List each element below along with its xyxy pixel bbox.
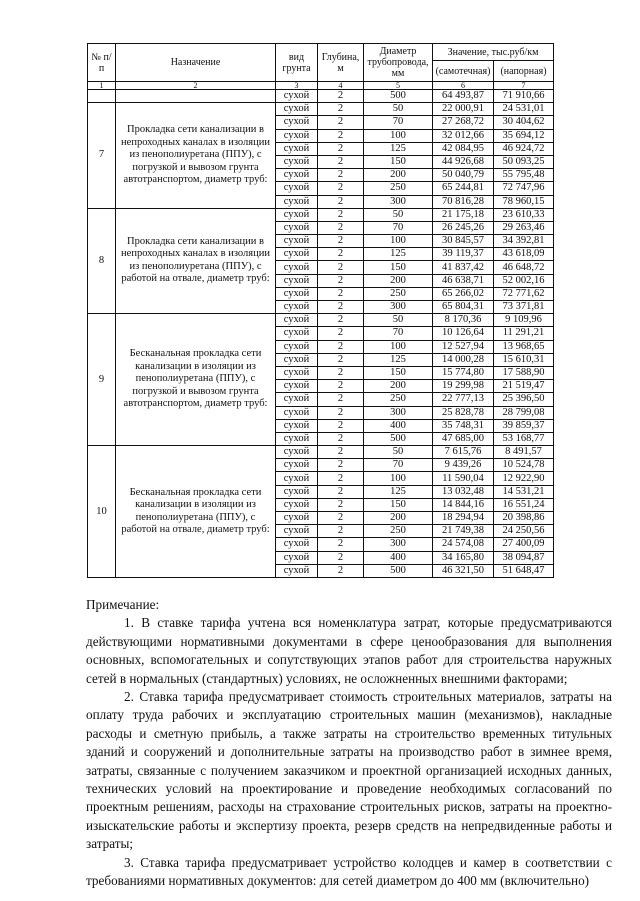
soil-cell: сухой xyxy=(276,261,318,274)
depth-cell: 2 xyxy=(318,103,364,116)
soil-cell: сухой xyxy=(276,432,318,445)
depth-cell: 2 xyxy=(318,393,364,406)
diameter-cell: 300 xyxy=(364,301,433,314)
diameter-cell: 250 xyxy=(364,393,433,406)
group-number-cell: 7 xyxy=(88,103,116,209)
pressure-value-cell: 21 519,47 xyxy=(494,380,554,393)
pressure-value-cell: 71 910,66 xyxy=(494,90,554,103)
soil-cell: сухой xyxy=(276,314,318,327)
gravity-value-cell: 39 119,37 xyxy=(433,248,494,261)
header-soil: вид грунта xyxy=(276,44,318,82)
diameter-cell: 200 xyxy=(364,169,433,182)
depth-cell: 2 xyxy=(318,485,364,498)
pressure-value-cell: 29 263,46 xyxy=(494,221,554,234)
gravity-value-cell: 46 321,50 xyxy=(433,564,494,577)
pressure-value-cell: 23 610,33 xyxy=(494,208,554,221)
pressure-value-cell: 38 094,87 xyxy=(494,551,554,564)
diameter-cell: 70 xyxy=(364,459,433,472)
soil-cell: сухой xyxy=(276,340,318,353)
depth-cell: 2 xyxy=(318,182,364,195)
header-value-group: Значение, тыс.руб/км xyxy=(433,44,554,61)
header-gravity: (самотечная) xyxy=(433,61,494,82)
pressure-value-cell: 11 291,21 xyxy=(494,327,554,340)
index-cell: 1 xyxy=(88,82,116,90)
depth-cell: 2 xyxy=(318,287,364,300)
gravity-value-cell: 32 012,66 xyxy=(433,129,494,142)
soil-cell: сухой xyxy=(276,116,318,129)
table-row xyxy=(88,90,554,103)
depth-cell: 2 xyxy=(318,419,364,432)
diameter-cell: 250 xyxy=(364,182,433,195)
diameter-cell: 150 xyxy=(364,261,433,274)
diameter-cell: 250 xyxy=(364,287,433,300)
notes xyxy=(86,596,612,891)
diameter-cell: 100 xyxy=(364,235,433,248)
soil-cell: сухой xyxy=(276,129,318,142)
depth-cell: 2 xyxy=(318,248,364,261)
gravity-value-cell: 11 590,04 xyxy=(433,472,494,485)
pressure-value-cell: 35 694,12 xyxy=(494,129,554,142)
header-diameter: Диаметр трубопровода, мм xyxy=(364,44,433,82)
diameter-cell: 50 xyxy=(364,103,433,116)
index-cell: 6 xyxy=(433,82,494,90)
gravity-value-cell: 70 816,28 xyxy=(433,195,494,208)
index-cell: 5 xyxy=(364,82,433,90)
depth-cell: 2 xyxy=(318,261,364,274)
group-purpose-cell: Бесканальная прокладка сети канализации в изоляции из пенополиуретана (ППУ), с погрузкой и вывозом грунта автотранспортом, диаметр труб: xyxy=(116,314,276,446)
soil-cell: сухой xyxy=(276,248,318,261)
gravity-value-cell: 30 845,57 xyxy=(433,235,494,248)
soil-cell: сухой xyxy=(276,208,318,221)
diameter-cell: 125 xyxy=(364,142,433,155)
depth-cell: 2 xyxy=(318,525,364,538)
index-cell: 2 xyxy=(116,82,276,90)
table-row xyxy=(88,314,554,327)
depth-cell: 2 xyxy=(318,208,364,221)
gravity-value-cell: 9 439,26 xyxy=(433,459,494,472)
diameter-cell: 500 xyxy=(364,90,433,103)
diameter-cell: 125 xyxy=(364,485,433,498)
gravity-value-cell: 7 615,76 xyxy=(433,446,494,459)
soil-cell: сухой xyxy=(276,155,318,168)
diameter-cell: 100 xyxy=(364,340,433,353)
index-cell: 4 xyxy=(318,82,364,90)
diameter-cell: 70 xyxy=(364,116,433,129)
depth-cell: 2 xyxy=(318,155,364,168)
pressure-value-cell: 24 531,01 xyxy=(494,103,554,116)
pressure-value-cell: 9 109,96 xyxy=(494,314,554,327)
pressure-value-cell: 8 491,57 xyxy=(494,446,554,459)
tariff-table xyxy=(87,43,554,578)
depth-cell: 2 xyxy=(318,498,364,511)
gravity-value-cell: 14 844,16 xyxy=(433,498,494,511)
gravity-value-cell: 65 804,31 xyxy=(433,301,494,314)
depth-cell: 2 xyxy=(318,142,364,155)
notes-title: Примечание: xyxy=(86,597,160,612)
depth-cell: 2 xyxy=(318,366,364,379)
diameter-cell: 400 xyxy=(364,419,433,432)
gravity-value-cell: 21 175,18 xyxy=(433,208,494,221)
group-purpose-cell: Бесканальная прокладка сети канализации в изоляции из пенополиуретана (ППУ), с работой на отвале, диаметр труб: xyxy=(116,446,276,578)
depth-cell: 2 xyxy=(318,459,364,472)
depth-cell: 2 xyxy=(318,221,364,234)
depth-cell: 2 xyxy=(318,327,364,340)
depth-cell: 2 xyxy=(318,314,364,327)
gravity-value-cell: 8 170,36 xyxy=(433,314,494,327)
depth-cell: 2 xyxy=(318,538,364,551)
pressure-value-cell: 17 588,90 xyxy=(494,366,554,379)
depth-cell: 2 xyxy=(318,195,364,208)
soil-cell: сухой xyxy=(276,287,318,300)
group-number-cell: 8 xyxy=(88,208,116,314)
pressure-value-cell: 14 531,21 xyxy=(494,485,554,498)
soil-cell: сухой xyxy=(276,182,318,195)
gravity-value-cell: 24 574,08 xyxy=(433,538,494,551)
soil-cell: сухой xyxy=(276,446,318,459)
gravity-value-cell: 25 828,78 xyxy=(433,406,494,419)
diameter-cell: 200 xyxy=(364,274,433,287)
gravity-value-cell: 65 266,02 xyxy=(433,287,494,300)
header-pressure: (напорная) xyxy=(494,61,554,82)
gravity-value-cell: 26 245,26 xyxy=(433,221,494,234)
soil-cell: сухой xyxy=(276,274,318,287)
depth-cell: 2 xyxy=(318,90,364,103)
pressure-value-cell: 51 648,47 xyxy=(494,564,554,577)
soil-cell: сухой xyxy=(276,195,318,208)
pressure-value-cell: 46 648,72 xyxy=(494,261,554,274)
soil-cell: сухой xyxy=(276,525,318,538)
soil-cell: сухой xyxy=(276,380,318,393)
pressure-value-cell: 52 002,16 xyxy=(494,274,554,287)
soil-cell: сухой xyxy=(276,169,318,182)
gravity-value-cell: 42 084,95 xyxy=(433,142,494,155)
pressure-value-cell: 16 551,24 xyxy=(494,498,554,511)
pressure-value-cell: 20 398,86 xyxy=(494,512,554,525)
gravity-value-cell: 22 777,13 xyxy=(433,393,494,406)
diameter-cell: 300 xyxy=(364,538,433,551)
soil-cell: сухой xyxy=(276,142,318,155)
depth-cell: 2 xyxy=(318,116,364,129)
pressure-value-cell: 10 524,78 xyxy=(494,459,554,472)
diameter-cell: 50 xyxy=(364,314,433,327)
pressure-value-cell: 34 392,81 xyxy=(494,235,554,248)
soil-cell: сухой xyxy=(276,327,318,340)
soil-cell: сухой xyxy=(276,472,318,485)
soil-cell: сухой xyxy=(276,419,318,432)
soil-cell: сухой xyxy=(276,538,318,551)
pressure-value-cell: 24 250,56 xyxy=(494,525,554,538)
diameter-cell: 125 xyxy=(364,248,433,261)
diameter-cell: 200 xyxy=(364,380,433,393)
depth-cell: 2 xyxy=(318,432,364,445)
header-purpose: Назначение xyxy=(116,44,276,82)
gravity-value-cell: 18 294,94 xyxy=(433,512,494,525)
pressure-value-cell: 43 618,09 xyxy=(494,248,554,261)
pressure-value-cell: 73 371,81 xyxy=(494,301,554,314)
gravity-value-cell: 65 244,81 xyxy=(433,182,494,195)
pressure-value-cell: 28 799,08 xyxy=(494,406,554,419)
depth-cell: 2 xyxy=(318,301,364,314)
diameter-cell: 100 xyxy=(364,129,433,142)
group-purpose-cell: Прокладка сети канализации в непроходных каналах в изоляции из пенополиуретана (ППУ), с погрузкой и вывозом грунта автотранспортом, диаметр труб: xyxy=(116,103,276,209)
pressure-value-cell: 12 922,90 xyxy=(494,472,554,485)
group-number-cell xyxy=(88,90,116,103)
diameter-cell: 250 xyxy=(364,525,433,538)
gravity-value-cell: 64 493,87 xyxy=(433,90,494,103)
diameter-cell: 70 xyxy=(364,221,433,234)
group-number-cell: 9 xyxy=(88,314,116,446)
gravity-value-cell: 44 926,68 xyxy=(433,155,494,168)
depth-cell: 2 xyxy=(318,446,364,459)
diameter-cell: 100 xyxy=(364,472,433,485)
diameter-cell: 150 xyxy=(364,155,433,168)
depth-cell: 2 xyxy=(318,380,364,393)
soil-cell: сухой xyxy=(276,459,318,472)
pressure-value-cell: 15 610,31 xyxy=(494,353,554,366)
index-cell: 3 xyxy=(276,82,318,90)
gravity-value-cell: 19 299,98 xyxy=(433,380,494,393)
gravity-value-cell: 10 126,64 xyxy=(433,327,494,340)
depth-cell: 2 xyxy=(318,129,364,142)
diameter-cell: 400 xyxy=(364,551,433,564)
depth-cell: 2 xyxy=(318,406,364,419)
pressure-value-cell: 39 859,37 xyxy=(494,419,554,432)
table-row xyxy=(88,103,554,116)
header-depth: Глубина, м xyxy=(318,44,364,82)
soil-cell: сухой xyxy=(276,393,318,406)
index-cell: 7 xyxy=(494,82,554,90)
pressure-value-cell: 50 093,25 xyxy=(494,155,554,168)
depth-cell: 2 xyxy=(318,551,364,564)
group-purpose-cell xyxy=(116,90,276,103)
diameter-cell: 150 xyxy=(364,498,433,511)
gravity-value-cell: 34 165,80 xyxy=(433,551,494,564)
gravity-value-cell: 35 748,31 xyxy=(433,419,494,432)
group-number-cell: 10 xyxy=(88,446,116,578)
soil-cell: сухой xyxy=(276,235,318,248)
diameter-cell: 50 xyxy=(364,208,433,221)
diameter-cell: 300 xyxy=(364,195,433,208)
soil-cell: сухой xyxy=(276,353,318,366)
soil-cell: сухой xyxy=(276,366,318,379)
gravity-value-cell: 13 032,48 xyxy=(433,485,494,498)
pressure-value-cell: 72 747,96 xyxy=(494,182,554,195)
depth-cell: 2 xyxy=(318,512,364,525)
diameter-cell: 125 xyxy=(364,353,433,366)
soil-cell: сухой xyxy=(276,301,318,314)
gravity-value-cell: 15 774,80 xyxy=(433,366,494,379)
diameter-cell: 70 xyxy=(364,327,433,340)
table-row xyxy=(88,446,554,459)
pressure-value-cell: 25 396,50 xyxy=(494,393,554,406)
diameter-cell: 500 xyxy=(364,432,433,445)
gravity-value-cell: 22 000,91 xyxy=(433,103,494,116)
soil-cell: сухой xyxy=(276,512,318,525)
group-purpose-cell: Прокладка сети канализации в непроходных каналах в изоляции из пенополиуретана (ППУ), с работой на отвале, диаметр труб: xyxy=(116,208,276,314)
diameter-cell: 200 xyxy=(364,512,433,525)
pressure-value-cell: 55 795,48 xyxy=(494,169,554,182)
pressure-value-cell: 46 924,72 xyxy=(494,142,554,155)
table-body xyxy=(88,90,554,578)
soil-cell: сухой xyxy=(276,90,318,103)
pressure-value-cell: 30 404,62 xyxy=(494,116,554,129)
note-item: 2. Ставка тарифа предусматривает стоимость строительных материалов, затраты на оплату труда рабочих и эксплуатацию строительных машин (механизмов), накладные расходы и сметную прибыль, а также затраты на строительство временных титульных зданий и сооружений и дополнительные затраты на производство работ в зимнее время, затраты, связанные с получением заказчиком и проектной организацией исходных данных, технических условий на проектирование и проведение необходимых согласований по проектным решениям, расходы на страхование строительных рисков, затраты на проектно-изыскательские работы и экспертизу проекта, резерв средств на непредвиденные работы и затраты; xyxy=(86,689,612,852)
gravity-value-cell: 27 268,72 xyxy=(433,116,494,129)
diameter-cell: 300 xyxy=(364,406,433,419)
depth-cell: 2 xyxy=(318,235,364,248)
diameter-cell: 150 xyxy=(364,366,433,379)
diameter-cell: 50 xyxy=(364,446,433,459)
soil-cell: сухой xyxy=(276,564,318,577)
gravity-value-cell: 46 638,71 xyxy=(433,274,494,287)
gravity-value-cell: 12 527,94 xyxy=(433,340,494,353)
gravity-value-cell: 47 685,00 xyxy=(433,432,494,445)
soil-cell: сухой xyxy=(276,498,318,511)
depth-cell: 2 xyxy=(318,340,364,353)
table-row xyxy=(88,208,554,221)
pressure-value-cell: 13 968,65 xyxy=(494,340,554,353)
soil-cell: сухой xyxy=(276,485,318,498)
depth-cell: 2 xyxy=(318,169,364,182)
soil-cell: сухой xyxy=(276,551,318,564)
soil-cell: сухой xyxy=(276,221,318,234)
pressure-value-cell: 27 400,09 xyxy=(494,538,554,551)
depth-cell: 2 xyxy=(318,353,364,366)
note-item: 3. Ставка тарифа предусматривает устройство колодцев и камер в соответствии с требованиями нормативных документов: для сетей диаметром до 400 мм (включительно) xyxy=(86,854,612,889)
header-num: № п/п xyxy=(88,44,116,82)
gravity-value-cell: 41 837,42 xyxy=(433,261,494,274)
pressure-value-cell: 72 771,62 xyxy=(494,287,554,300)
pressure-value-cell: 53 168,77 xyxy=(494,432,554,445)
soil-cell: сухой xyxy=(276,406,318,419)
soil-cell: сухой xyxy=(276,103,318,116)
depth-cell: 2 xyxy=(318,564,364,577)
gravity-value-cell: 14 000,28 xyxy=(433,353,494,366)
depth-cell: 2 xyxy=(318,274,364,287)
diameter-cell: 500 xyxy=(364,564,433,577)
pressure-value-cell: 78 960,15 xyxy=(494,195,554,208)
note-item: 1. В ставке тарифа учтена вся номенклатура затрат, которые предусматриваются действующими нормативными документами в сфере ценообразования для выполнения основных, вспомогательных и сопутствующих этапов работ для строительства наружных сетей в нормальных (стандартных) условиях, не осложненных внешними факторами; xyxy=(86,615,612,686)
depth-cell: 2 xyxy=(318,472,364,485)
gravity-value-cell: 50 040,79 xyxy=(433,169,494,182)
gravity-value-cell: 21 749,38 xyxy=(433,525,494,538)
